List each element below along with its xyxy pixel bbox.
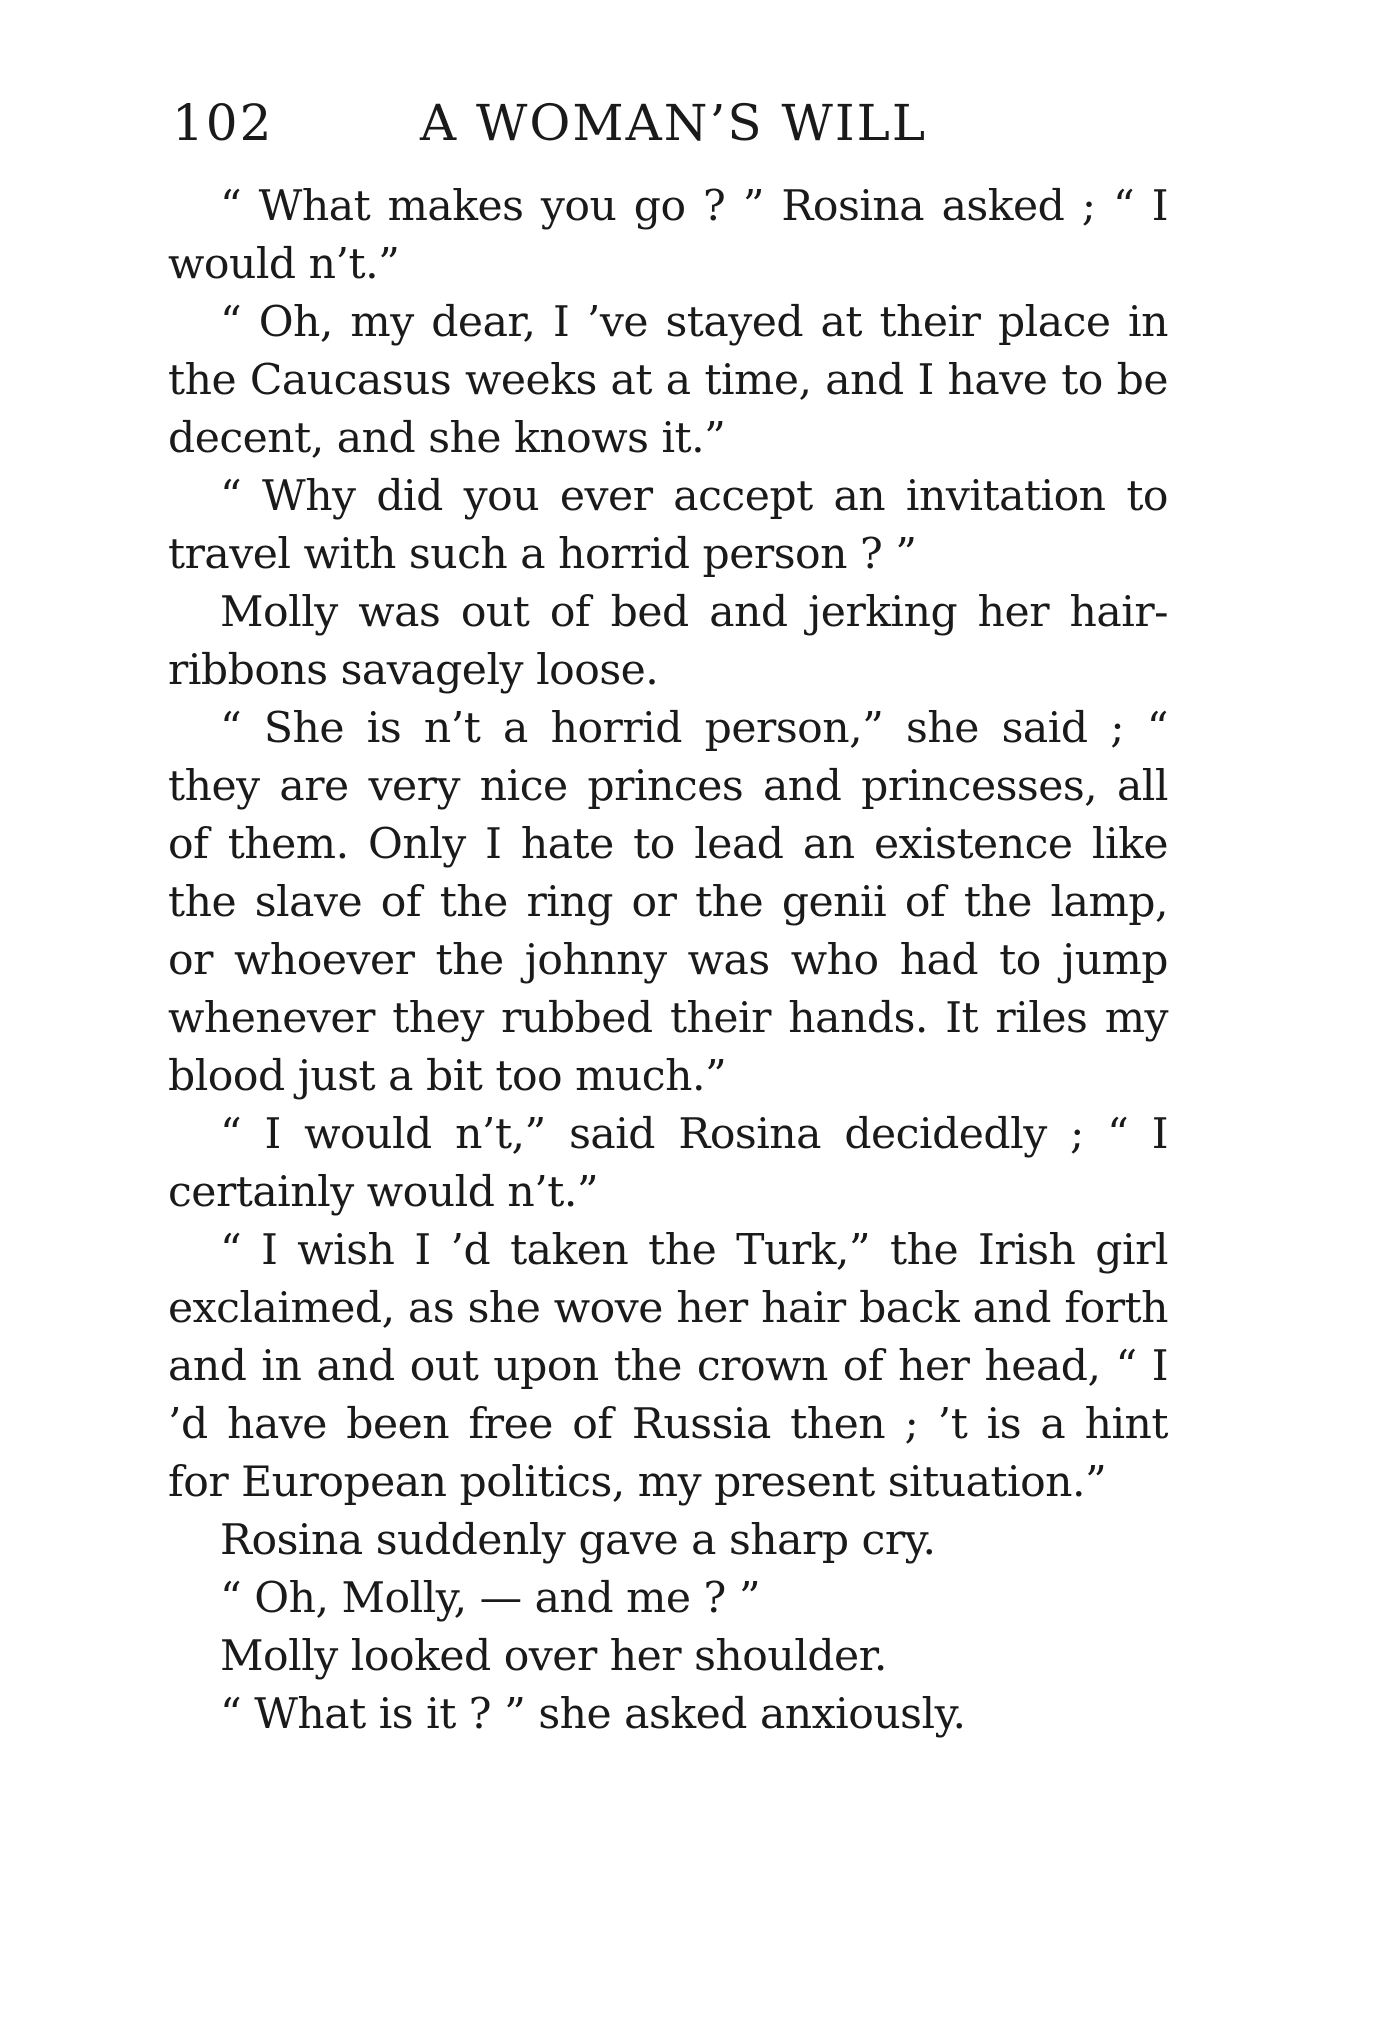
page-number: 102 [172,94,274,152]
running-title: A WOMAN’S WILL [420,94,928,152]
body-text [168,178,1168,1744]
paragraph: “ Oh, my dear, I ’ve stayed at their place in the Caucasus weeks at a time, and I have to be decent, and she knows it.” [168,298,1168,463]
paragraph: Rosina suddenly gave a sharp cry. [220,1516,936,1565]
paragraph: Molly looked over her shoulder. [220,1632,887,1681]
paragraph: “ Oh, Molly, — and me ? ” [220,1574,761,1623]
paragraph: “ I wish I ’d taken the Turk,” the Irish girl exclaimed, as she wove her hair back and forth and in and out upon the crown of her head, “ I ’d have been free of Russia then ; ’t is a hint for European politics, my present situation.” [168,1226,1168,1507]
paragraph: “ Why did you ever accept an invitation to travel with such a horrid person ? ” [168,472,1168,579]
paragraph: Molly was out of bed and jerking her hair-ribbons savagely loose. [168,588,1168,695]
page-header [172,88,1172,158]
paragraph: “ She is n’t a horrid person,” she said ; “ they are very nice princes and princesses, all of them. Only I hate to lead an existence like the slave of the ring or the genii of the lamp, or whoever the johnny was who had to jump whenever they rubbed their hands. It riles my blood just a bit too much.” [168,704,1168,1101]
paragraph: “ I would n’t,” said Rosina decidedly ; “ I certainly would n’t.” [168,1110,1168,1217]
paragraph: “ What makes you go ? ” Rosina asked ; “ I would n’t.” [168,182,1168,289]
paragraph: “ What is it ? ” she asked anxiously. [220,1690,966,1739]
